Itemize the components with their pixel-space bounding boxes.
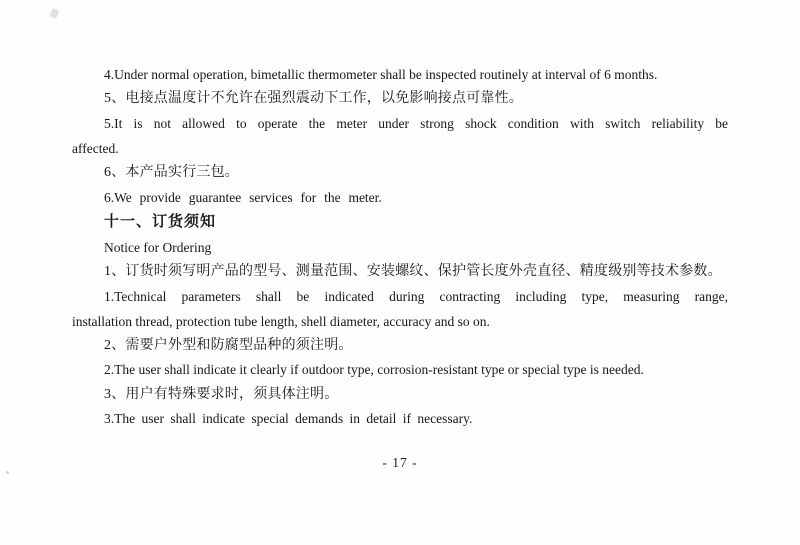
text-line-params-zh: 1、订货时须写明产品的型号、测量范围、安装螺纹、保护管长度外壳直径、精度级别等技术参数。 [104,264,722,279]
text-line-shock-en: 5.It is not allowed to operate the meter under strong shock condition with switch reliability be [104,116,728,131]
text-line-shock-zh: 5、电接点温度计不允许在强烈震动下工作，以免影响接点可靠性。 [104,91,523,106]
text-line-inspection-en: 4.Under normal operation, bimetallic thermometer shall be inspected routinely at interval of 6 months. [104,67,658,82]
text-line-params-en-cont: installation thread, protection tube length, shell diameter, accuracy and so on. [72,314,490,329]
section-heading-ordering-en: Notice for Ordering [104,240,212,255]
scan-smudge-mark [49,8,59,19]
text-line-outdoor-zh: 2、需要户外型和防腐型品种的须注明。 [104,338,353,353]
text-line-params-en: 1.Technical parameters shall be indicated during contracting including type, measuring range, [104,289,728,304]
text-line-outdoor-en: 2.The user shall indicate it clearly if outdoor type, corrosion-resistant type or special type is needed. [104,362,644,377]
text-line-special-en: 3.The user shall indicate special demands in detail if necessary. [104,411,473,426]
page-number: - 17 - [382,455,418,470]
text-line-guarantee-zh: 6、本产品实行三包。 [104,165,239,180]
text-line-guarantee-en: 6.We provide guarantee services for the meter. [104,190,382,205]
text-line-special-zh: 3、用户有特殊要求时，须具体注明。 [104,387,339,402]
text-line-shock-en-cont: affected. [72,141,119,156]
scan-speck [6,471,9,474]
section-heading-ordering-zh: 十一、订货须知 [104,213,217,230]
